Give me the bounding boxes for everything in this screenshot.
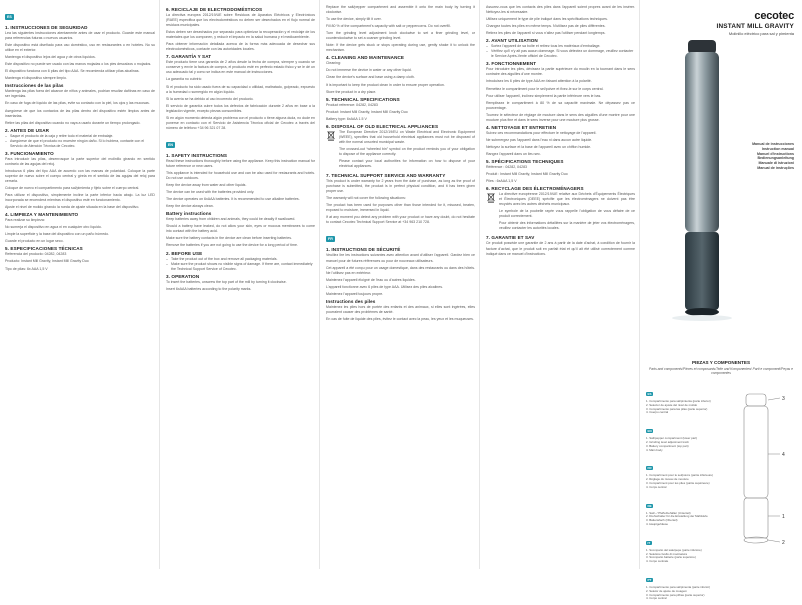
section-heading: 7. TECHNICAL SUPPORT SERVICE AND WARRANTY — [326, 173, 446, 179]
legend-line: 2. Seletor de ajuste de moagem — [646, 588, 687, 593]
section-heading: 5. TECHNICAL SPECIFICATIONS — [326, 96, 400, 102]
paragraph: Produit : Instant Mill Gravity, Instant Mill Gravity Duo — [486, 172, 568, 177]
paragraph: Le symbole de la poubelle rayée vous rappelle l'obligation de vous défaire de ce produit correctement. — [499, 209, 635, 219]
page-es-en-content — [166, 7, 315, 292]
paragraph: Keep the device away from water and other liquids. — [166, 183, 247, 188]
legend-flag: ES — [647, 392, 652, 396]
paragraph: Mantenga el dispositivo lejos del agua y de otros líquidos. — [5, 55, 96, 60]
legend-pt — [646, 568, 726, 601]
language-flag-es: ES — [7, 15, 12, 19]
paragraph: Limpie la superficie y la base del dispositivo con un paño húmedo. — [5, 232, 110, 237]
paragraph: Please contact your local authorities for information on how to dispose of your electrical appliances. — [339, 158, 475, 169]
paragraph: Assurez-vous que les contacts des piles dans l'appareil soient propres avant de les insérer. Nettoyez-les si nécessaire. — [486, 5, 635, 15]
legend-flag: PT — [647, 577, 652, 582]
paragraph: Si la avería se ha debido al uso incorrecto del producto. — [166, 96, 254, 101]
paragraph: Si el producto ha sido usado fuera de su capacidad o utilidad, maltratado, golpeado, expuesto a la humedad o sumergido en algún líquido. — [166, 84, 315, 94]
paragraph: La directive européenne 2012/19/UE relative aux Déchets d'Équipements Électriques et Électroniques (DEEE) spécifie que les électroménagers ne doivent pas être recyclés avec les autres déchets municipaux. — [499, 192, 635, 207]
paragraph: Remettez le compartiment pour le sel/poivre et fixez-le sur le corps central. — [486, 86, 604, 91]
list-item: – Vérifiez qu'il n'y ait pas aucun dommage. Si vous détectez un dommage, veuillez contacter le Service Après-Vente officiel de Cecotec. — [486, 49, 635, 59]
legend-line: 1. Scomparto del sale/pepe (parte inferiore) — [646, 547, 702, 552]
paragraph: Introduzca 6 pilas del tipo AAA de acuerdo con las marcas de polaridad. Coloque la parte superior de nuevo sobre el cuerpo central y gírela en el sentido de las agujas del reloj para cerrarla. — [5, 168, 155, 183]
parts-legend — [646, 382, 726, 605]
language-flag-en: EN — [168, 142, 173, 147]
section-heading: 1. INSTRUCCIONES DE SEGURIDAD — [5, 25, 88, 30]
paragraph: Read these instructions thoroughly before using the appliance. Keep this instruction manual for future reference or new users. — [166, 158, 315, 168]
callout-3: 3 — [782, 396, 785, 402]
paragraph: Veuillez lire les instructions suivantes avec attention avant d'utiliser l'appareil. Gardez bien ce manuel pour de futures références ou pour de nouveaux utilisateurs. — [326, 253, 475, 263]
callout-2: 2 — [782, 540, 785, 546]
paragraph: Ajuste el nivel de molido girando la rueda de ajuste situada en la base del dispositivo. — [5, 205, 140, 210]
paragraph: El servicio de garantía cubre todos los defectos de fabricación durante 2 años en base a la legislación vigente, excepto piezas consumibles. — [166, 103, 315, 113]
manual-lang-es: Manual de instrucciones — [752, 142, 794, 146]
paragraph: Si en algún momento detecta algún problema con el producto o tiene alguna duda, no dude en ponerse en contacto con el Servicio de Asistencia Técnica oficial de Cecotec a través del número de teléfono +34 96 321 07 28. — [166, 115, 315, 130]
weee-block — [486, 192, 635, 233]
legend-de — [646, 494, 726, 527]
paragraph: No sumerja el dispositivo en agua ni en cualquier otro líquido. — [5, 225, 102, 230]
list-item: – Asegúrese de que el producto no muestre ningún daño. Si lo hubiera, contacte con el Servicio de Atención Técnica de Cecotec. — [5, 139, 155, 149]
paragraph: Utilisez uniquement le type de pile indiqué dans les spécifications techniques. — [486, 17, 608, 22]
paragraph: Referencia del producto: 04282, 04283 — [5, 252, 67, 257]
paragraph: Para introducir las pilas, desenrosque la parte superior del molinillo girando en sentido contrario de las agujas del reloj. — [5, 156, 155, 166]
legend-line: 4. Corpo central — [646, 596, 667, 601]
page-fr — [480, 0, 640, 569]
paragraph: Should a battery have leaked, do not allow your skin, eyes or mucous membranes to come into contact with the battery acid. — [166, 224, 315, 234]
weee-block — [326, 130, 475, 171]
paragraph: Replace the salt/pepper compartment and assemble it onto the main body by turning it clockwise. — [326, 5, 475, 15]
paragraph: Suivez ces recommandations pour effectuer le nettoyage de l'appareil. — [486, 130, 597, 135]
legend-line: 3. Battery compartment (top part) — [646, 443, 689, 448]
legend-line: 1. Compartiment pour le sel/poivre (partie inférieure) — [646, 473, 713, 478]
legend-line: 3. Batteriefach (Oberteil) — [646, 518, 678, 523]
section-heading: 7. GARANTIE ET SAV — [486, 235, 535, 241]
section-heading: 7. GARANTÍA Y SAT — [166, 54, 212, 60]
paragraph: This appliance is intended for household use and can be also used for restaurants and hotels. Do not use outdoors. — [166, 170, 315, 181]
paragraph: The crossed-out “wheeled bin” symbol on the product reminds you of your obligation to dispose of the appliance correctly. — [339, 146, 475, 156]
paragraph: Product: Instant Mill Gravity, Instant Mill Gravity Duo — [326, 109, 408, 114]
legend-line: 4. Hauptgehäuse — [646, 521, 669, 526]
parts-diagram — [724, 384, 798, 554]
paragraph: Remove the batteries if you are not going to use the device for a long period of time. — [166, 243, 298, 248]
section-heading: 1. INSTRUCTIONS DE SÉCURITÉ — [326, 247, 401, 253]
paragraph: La directiva europea 2012/19/UE sobre Residuos de Aparatos Eléctricos y Electrónicos (RAEE) especifica que los electrodomésticos no deben ser desechados en el flujo normal de residuos municipales. — [166, 13, 315, 28]
paragraph: Este dispositivo no puede ser usado con las manos mojadas o los pies descalzos o mojados. — [5, 62, 152, 67]
paragraph: The product has been used for purposes other than those intended for it, misused, beaten, exposed to moisture, immersed in liquid. — [326, 203, 475, 213]
paragraph: Do not immerse the device in water or any other liquid. — [326, 68, 412, 73]
paragraph: Retirez les piles de l'appareil si vous n'allez pas l'utiliser pendant longtemps. — [486, 31, 606, 36]
page-es-content — [5, 25, 155, 272]
paragraph: Maintenez l'appareil éloigné de l'eau ou d'autres liquides. — [326, 277, 416, 282]
callout-1: 1 — [782, 514, 785, 520]
paragraph: Insert 6xAAA batteries according to the polarity marks. — [166, 286, 252, 291]
legend-fr — [646, 456, 726, 489]
manual-lang-it: Manuale di istruzioni — [758, 161, 794, 166]
paragraph: To use the device, simply tilt it over. — [326, 17, 382, 22]
paragraph: Producto: Instant Mill Gravity, Instant Mill Gravity Duo — [5, 259, 89, 264]
legend-line: 2. Drehschalter für die Einstellung der Mahlstufe — [646, 514, 708, 519]
legend-flag: DE — [647, 503, 652, 508]
paragraph: Turn the grinding level adjustment knob clockwise to set a finer grinding level, or counterclockwise to set a coarser grinding level. — [326, 31, 475, 41]
paragraph: Para utilizar el dispositivo, simplemente incline la parte inferior hacia abajo. La luz LED incorporada se encenderá mientras el dispositivo esté en funcionamiento. — [5, 193, 155, 203]
paragraph: Changez toutes les piles en même temps. N'utilisez pas de piles différentes. — [486, 24, 606, 29]
language-flag-fr: FR — [328, 237, 333, 242]
paragraph: Tipo de pilas: 6x AAA 1,5 V — [5, 266, 48, 271]
brand-logo — [754, 10, 794, 22]
section-heading: Battery instructions — [166, 211, 212, 217]
paragraph: Make sure the battery contacts in the device are clean before inserting batteries. — [166, 236, 292, 241]
paragraph: Pour introduire les piles, dévissez la partie supérieure du moulin en la tournant dans le sens contraire des aiguilles d'une montre. — [486, 67, 635, 77]
crossed-bin-icon — [326, 130, 336, 141]
paragraph: Coloque de nuevo el compartimento para sal/pimienta y fíjelo sobre el cuerpo central. — [5, 186, 140, 191]
section-heading: 6. RECICLAJE DE ELECTRODOMÉSTICOS — [166, 7, 263, 12]
paragraph: Este producto tiene una garantía de 2 años desde la fecha de compra, siempre y cuando se conserve y envíe la factura de compra, el producto esté en perfecto estado físico y se le dé un uso adecuado tal y como se indica en este manual de instrucciones. — [166, 60, 315, 75]
paragraph: Mantenga el dispositivo siempre limpio. — [5, 76, 67, 81]
paragraph: Mantenga las pilas fuera del alcance de niños y animales, podrían resultar dañinas en caso de ser ingeridas. — [5, 89, 155, 99]
legend-line: 1. Salt/pepper compartment (lower part) — [646, 436, 698, 441]
crossed-bin-icon — [486, 192, 496, 203]
legend-line: 4. Corpo centrale — [646, 559, 669, 564]
paragraph: Pour utiliser l'appareil, inclinez simplement la partie inférieure vers le bas. — [486, 93, 602, 98]
paragraph: Tournez le sélecteur de réglage de mouture dans le sens des aiguilles d'une montre pour une mouture plus fine et dans le sens inverse pour une mouture plus grosse. — [486, 112, 635, 122]
list-item: – Make sure the product shows no visible signs of damage. If there are, contact immediately the Technical Support Service of Cecotec. — [166, 262, 315, 272]
cover-page — [640, 0, 802, 601]
section-heading: 3. FUNCIONAMIENTO — [5, 150, 54, 156]
section-heading: 5. ESPECIFICACIONES TÉCNICAS — [5, 246, 83, 252]
paragraph: Piles : 6xAAA 1,5 V — [486, 179, 517, 184]
section-heading: 2. AVANT UTILISATION — [486, 38, 538, 44]
paragraph: L'appareil fonctionne avec 6 piles de type AAA. Utilisez des piles alcalines. — [326, 284, 444, 289]
manual-lang-en: Instruction manual — [761, 146, 794, 151]
section-heading: 6. DISPOSAL OF OLD ELECTRICAL APPLIANCES — [326, 123, 439, 129]
paragraph: Para realizar su limpieza: — [5, 218, 45, 223]
manual-lang-pt: Manual de instruções — [757, 165, 794, 170]
paragraph: The warranty will not cover the following situations: — [326, 196, 406, 201]
paragraph: Battery type: 6xAAA 1.5 V — [326, 116, 367, 121]
legend-it — [646, 531, 726, 564]
manual-lang-fr: Manuel d'instructions — [757, 151, 794, 156]
page-en-fr-content — [326, 5, 475, 322]
legend-flag: FR — [647, 466, 652, 471]
paragraph: Cleaning: — [326, 61, 341, 66]
mill-photo — [640, 30, 802, 350]
paragraph: Introduisez les 6 piles de type AAA en faisant attention à la polarité. — [486, 79, 592, 84]
paragraph: Pour obtenir des informations détaillées sur la manière de jeter vos électroménagers, veuillez contacter les autorités locales. — [499, 221, 635, 231]
section-heading: 4. LIMPIEZA Y MANTENIMIENTO — [5, 212, 79, 218]
legend-line: 3. Scomparto batterie (parte superiore) — [646, 555, 696, 560]
parts-title: PIEZAS Y COMPONENTES — [691, 360, 751, 365]
legend-line: 4. Cuerpo central — [646, 410, 669, 415]
legend-line: 4. Main body — [646, 447, 663, 452]
legend-line: 1. Compartimento para sal/pimenta (parte inferior) — [646, 584, 711, 589]
paragraph: The device operates on 6xAAA batteries. It is recommended to use alkaline batteries. — [166, 197, 300, 202]
paragraph: Asegúrese de que los contactos de las pilas dentro del dispositivo estén limpios antes de insertarlas. — [5, 108, 155, 118]
legend-line: 2. Selector de ajuste del nivel de molido — [646, 402, 698, 407]
paragraph: Fill 80 % of the compartment's capacity with salt or peppercorns. Do not overfill. — [326, 24, 451, 29]
paragraph: Rangez l'appareil dans un lieu sec. — [486, 151, 541, 156]
paragraph: En cas de fuite de liquide des piles, évitez le contact avec la peau, les yeux et les muqueuses. — [326, 316, 474, 321]
paragraph: The device can be used with the batteries provided only. — [166, 190, 255, 195]
list-item: – Sortez l'appareil de sa boîte et retirez tous les matériaux d'emballage. — [486, 44, 635, 49]
paragraph: Para obtener información detallada acerca de la forma más adecuada de desechar sus electrodomésticos, contacte con las autoridades locales. — [166, 42, 315, 52]
paragraph: Remplissez le compartiment à 80 % de sa capacité maximale. Ne dépassez pas ce pourcentage. — [486, 100, 635, 110]
list-item: – Take the product out of the box and remove all packaging materials. — [166, 257, 315, 262]
legend-line: 4. Corps central — [646, 484, 667, 489]
section-heading: 4. CLEANING AND MAINTENANCE — [326, 55, 405, 61]
section-heading: 3. OPERATION — [166, 273, 200, 279]
legend-line: 3. Compartiment pour les piles (partie supérieure) — [646, 480, 710, 485]
paragraph: Nettoyez la surface et la base de l'appareil avec un chiffon humide. — [486, 144, 592, 149]
list-item: – Saque el producto de la caja y retire todo el material de embalaje. — [5, 134, 155, 139]
paragraph: Estos deben ser desechados por separado para optimizar la recuperación y el reciclaje de los materiales que los componen, y reducir el impacto en la salud humana y el medioambiente. — [166, 30, 315, 40]
section-heading: 6. RECYCLAGE DES ÉLECTROMÉNAGERS — [486, 186, 584, 192]
product-subtitle: Molinillo eléctrico para sal y pimienta — [728, 31, 794, 36]
paragraph: Este dispositivo está diseñado para uso doméstico, uso en restaurantes o en hoteles. No su utilice en el exterior. — [5, 43, 155, 53]
legend-line: 3. Compartimento para pilhas (parte superior) — [646, 592, 705, 597]
paragraph: To insert the batteries, unscrew the top part of the mill by turning it clockwise. — [166, 279, 287, 284]
legend-line: 2. Réglage du niveau de mouture — [646, 477, 689, 482]
page-es-en — [160, 0, 320, 569]
section-heading: 4. NETTOYAGE ET ENTRETIEN — [486, 124, 557, 130]
manual-lang-de: Bedienungsanleitung — [757, 156, 794, 161]
paragraph: Maintenez les piles hors de portée des enfants et des animaux, si elles sont ingérées, elles pourraient causer des problèmes de santé. — [326, 304, 475, 314]
legend-flag: EN — [647, 429, 652, 434]
paragraph: The European Directive 2012/19/EU on Waste Electrical and Electronic Equipment (WEEE), specifies that old household electrical appliances must not be disposed of with the normal unsorted municipal waste. — [339, 129, 475, 144]
paragraph: Ce produit possède une garantie de 2 ans à partir de la date d'achat, à condition de fournir la facture d'achat, que le produit soit en parfait état et qu'il ait été utilisé correctement comme indiqué dans ce manuel d'instructions. — [486, 241, 635, 256]
section-heading: 1. SAFETY INSTRUCTIONS — [166, 152, 228, 158]
paragraph: En caso de fuga de líquido de las pilas, evite su contacto con la piel, los ojos y las mucosas. — [5, 101, 150, 106]
legend-line: 2. Selettore livello di macinatura — [646, 551, 687, 556]
paragraph: Référence : 04282, 04283 — [486, 164, 528, 169]
legend-en — [646, 419, 726, 452]
paragraph: Lea las siguientes instrucciones atentamente antes de usar el producto. Guarde este manual para referencias futuras o nuevos usuarios. — [5, 31, 155, 41]
section-heading: 3. FONCTIONNEMENT — [486, 61, 537, 67]
parts-subtitle: Parts and components/Pièces et composants/Teile und Komponenten/ Parti e componenti/Peças e componentes — [649, 367, 793, 375]
legend-line: 1. Salz- / Pfefferbehälter (Unterteil) — [646, 510, 691, 515]
section-heading: 5. SPÉCIFICATIONS TECHNIQUES — [486, 158, 564, 164]
paragraph: El dispositivo funciona con 6 pilas del tipo AAA. Se recomienda utilizar pilas alcalinas. — [5, 69, 140, 74]
paragraph: Retire las pilas del dispositivo cuando no vaya a usarlo durante un tiempo prolongado. — [5, 120, 141, 125]
page-es — [0, 0, 160, 569]
paragraph: Store the product in a dry place. — [326, 89, 377, 94]
section-heading: Instructions des piles — [326, 298, 376, 304]
product-name: INSTANT MILL GRAVITY — [716, 23, 794, 30]
paragraph: It is important to keep the product clean in order to ensure proper operation. — [326, 82, 445, 87]
section-heading: 2. ANTES DE USAR — [5, 127, 50, 133]
paragraph: Note: If the device gets stuck or stops operating during use, gently shake it to unlock the mechanism. — [326, 43, 475, 53]
section-heading: 2. BEFORE USE — [166, 250, 203, 256]
legend-es — [646, 382, 726, 415]
section-heading: Instrucciones de las pilas — [5, 83, 64, 89]
paragraph: La garantía no cubrirá: — [166, 77, 202, 82]
paragraph: Cet appareil a été conçu pour un usage domestique, dans des restaurants ou dans des hôtels. Ne l'utilisez pas en extérieur. — [326, 265, 475, 275]
legend-line: 1. Compartimento para sal/pimienta (parte inferior) — [646, 399, 711, 403]
paragraph: Guarde el producto en un lugar seco. — [5, 239, 64, 244]
legend-line: 2. Grinding level adjustment knob — [646, 439, 689, 444]
legend-flag: IT — [647, 540, 651, 545]
legend-line: 3. Compartimento para las pilas (parte superior) — [646, 406, 708, 411]
paragraph: Keep the device always clean. — [166, 204, 214, 209]
paragraph: If at any moment you detect any problem with your product or have any doubt, do not hesitate to contact Cecotec Technical Support Service at +34 963 210 728. — [326, 215, 475, 225]
page-fr-content — [486, 5, 635, 257]
paragraph: Keep batteries away from children and animals, they could be deadly if swallowed. — [166, 217, 296, 222]
paragraph: Clean the device's surface and base using a damp cloth. — [326, 75, 415, 80]
paragraph: This product is under warranty for 2 years from the date of purchase, as long as the proof of purchase is submitted, the product is in perfect physical condition, and it has been given proper use. — [326, 179, 475, 194]
paragraph: Ne submergez pas l'appareil dans l'eau ni dans aucun autre liquide. — [486, 137, 593, 142]
paragraph: Maintenez l'appareil toujours propre. — [326, 291, 384, 296]
manual-language-list — [752, 142, 794, 171]
page-en-fr — [320, 0, 480, 569]
callout-4: 4 — [782, 452, 785, 458]
paragraph: Product reference: 04282, 04283 — [326, 102, 378, 107]
brand-name: cecotec — [754, 10, 794, 22]
